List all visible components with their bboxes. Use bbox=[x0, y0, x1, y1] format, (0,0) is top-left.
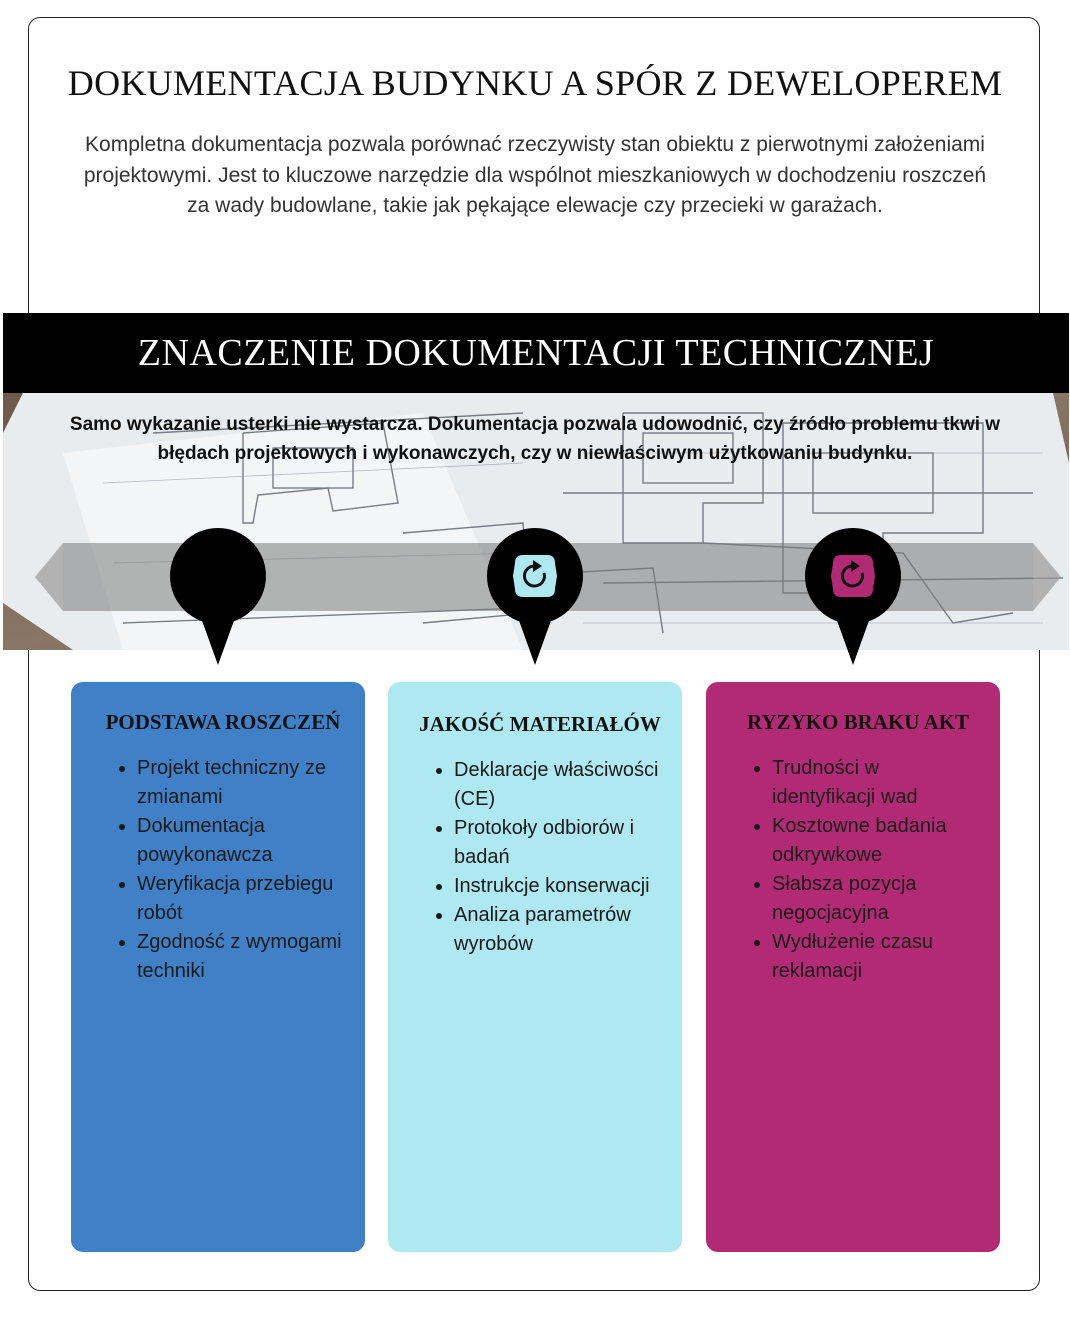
intro-paragraph: Kompletna dokumentacja pozwala porównać rzeczywisty stan obiektu z pierwotnymi założeniami projektowymi. Jest to kluczowe narzędzie dla wspólnot mieszkaniowych w dochodzeniu roszczeń za wady budowlane, takie jak pękające elewacje czy przecieki w garażach. bbox=[83, 133, 987, 217]
pin-marker-2 bbox=[485, 527, 585, 667]
card-podstawa-roszczen bbox=[71, 682, 365, 1252]
list-item: • Trudności w identyfikacji wad bbox=[772, 754, 980, 812]
list-item: • Deklaracje właściwości (CE) bbox=[454, 756, 662, 814]
page-title: DOKUMENTACJA BUDYNKU A SPÓR Z DEWELOPEREM bbox=[67, 63, 1003, 103]
card-title: JAKOŚĆ MATERIAŁÓW bbox=[419, 712, 661, 736]
photo-caption: Samo wykazanie usterki nie wystarcza. Dokumentacja pozwala udowodnić, czy źródło problemu tkwi w błędach projektowych i wykonawczych, czy w niewłaściwym użytkowaniu budynku. bbox=[69, 414, 1001, 464]
card-title: PODSTAWA ROSZCZEŃ bbox=[105, 710, 341, 734]
card-list bbox=[736, 754, 980, 986]
section-banner bbox=[3, 313, 1069, 393]
list-item: • Analiza parametrów wyrobów bbox=[454, 901, 662, 959]
list-item: • Słabsza pozycja negocjacyjna bbox=[772, 870, 980, 928]
list-item: • Projekt techniczny ze zmianami bbox=[137, 754, 345, 812]
card-list bbox=[418, 756, 662, 959]
pin-marker-1 bbox=[168, 527, 268, 667]
card-jakosc-materialow bbox=[388, 682, 682, 1252]
list-item: • Dokumentacja powykonawcza bbox=[137, 812, 345, 870]
card-list bbox=[101, 754, 345, 986]
list-item: • Wydłużenie czasu reklamacji bbox=[772, 928, 980, 986]
card-title: RYZYKO BRAKU AKT bbox=[746, 710, 970, 734]
list-item: • Zgodność z wymogami techniki bbox=[137, 928, 345, 986]
list-item: • Weryfikacja przebiegu robót bbox=[137, 870, 345, 928]
list-item: • Instrukcje konserwacji bbox=[454, 872, 662, 901]
list-item: • Kosztowne badania odkrywkowe bbox=[772, 812, 980, 870]
pin-marker-3 bbox=[803, 527, 903, 667]
list-item: • Protokoły odbiorów i badań bbox=[454, 814, 662, 872]
card-ryzyko-braku-akt bbox=[706, 682, 1000, 1252]
section-title: ZNACZENIE DOKUMENTACJI TECHNICZNEJ bbox=[137, 332, 935, 374]
